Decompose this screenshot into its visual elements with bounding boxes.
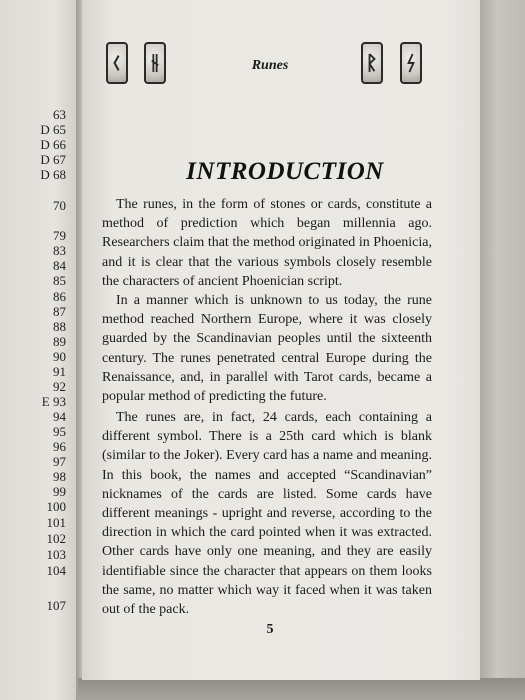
toc-page-number: 63 xyxy=(53,107,66,122)
paragraph: In a manner which is unknown to us today, the rune method reached Northern Europe, where it was closely guarded by the Scandinavian peoples until the sixteenth century. The runes penetrated central Europe during the Renaissance, and, in parallel with Tarot cards, became a popular method of predicting the future. xyxy=(102,293,432,405)
toc-page-number: 91 xyxy=(53,364,66,379)
toc-page-number: 99 xyxy=(53,484,66,499)
toc-page-number: 79 xyxy=(53,228,66,243)
toc-page-number: D 67 xyxy=(40,152,66,167)
toc-page-number: 96 xyxy=(53,439,66,454)
toc-page-number: 70 xyxy=(53,198,66,213)
toc-page-number: 104 xyxy=(46,563,66,578)
toc-page-number: D 66 xyxy=(40,137,66,152)
toc-page-number: 83 xyxy=(53,243,66,258)
previous-page xyxy=(0,0,78,700)
toc-page-number: 107 xyxy=(46,598,66,613)
toc-page-number: D 68 xyxy=(40,167,66,182)
toc-page-number: 86 xyxy=(53,289,66,304)
paragraph: The runes are, in fact, 24 cards, each containing a different symbol. There is a 25th card which is blank (similar to the Joker). Every card has a name and meaning. In this book, the names and accepted “Scandinavian” nicknames of the cards are listed. Some cards have different meanings - upright and reverse, according to the direction in which the card pointed when it was extracted. Other cards have only one meaning, and they are easily identifiable since the character that appears on them looks the same, no matter which way it faced when it was taken out of the pack. xyxy=(102,410,432,618)
toc-page-number: 102 xyxy=(46,531,66,546)
toc-page-number: 95 xyxy=(53,424,66,439)
toc-page-number: 90 xyxy=(53,349,66,364)
toc-page-number: 97 xyxy=(53,454,66,469)
page-edge xyxy=(478,0,525,700)
toc-page-number: 98 xyxy=(53,469,66,484)
page-number: 5 xyxy=(266,622,274,637)
toc-page-number: 100 xyxy=(46,499,66,514)
toc-page-number: 92 xyxy=(53,379,66,394)
toc-page-number: 85 xyxy=(53,273,66,288)
raido-rune-icon xyxy=(361,42,383,84)
running-title: Runes xyxy=(251,58,289,73)
toc-page-number: 88 xyxy=(53,319,66,334)
toc-page-number: E 93 xyxy=(41,394,66,409)
toc-page-number: 89 xyxy=(53,334,66,349)
toc-page-number: 103 xyxy=(46,547,66,562)
kaunaz-rune-icon xyxy=(106,42,128,84)
paragraph: The runes, in the form of stones or cards, constitute a method of prediction which began millennia ago. Researchers claim that the method originated in Phoenicia, and it is clear that the various symbols closely resemble the characters of ancient Phoenician script. xyxy=(102,197,432,289)
toc-page-number: D 65 xyxy=(40,122,66,137)
sowilo-rune-icon xyxy=(400,42,422,84)
toc-page-number: 84 xyxy=(53,258,66,273)
toc-page-number: 94 xyxy=(53,409,66,424)
toc-page-number: 87 xyxy=(53,304,66,319)
bottom-edge xyxy=(78,678,525,700)
toc-page-number: 101 xyxy=(46,515,66,530)
chapter-heading: INTRODUCTION xyxy=(186,158,384,185)
nauthiz-rune-icon xyxy=(144,42,166,84)
